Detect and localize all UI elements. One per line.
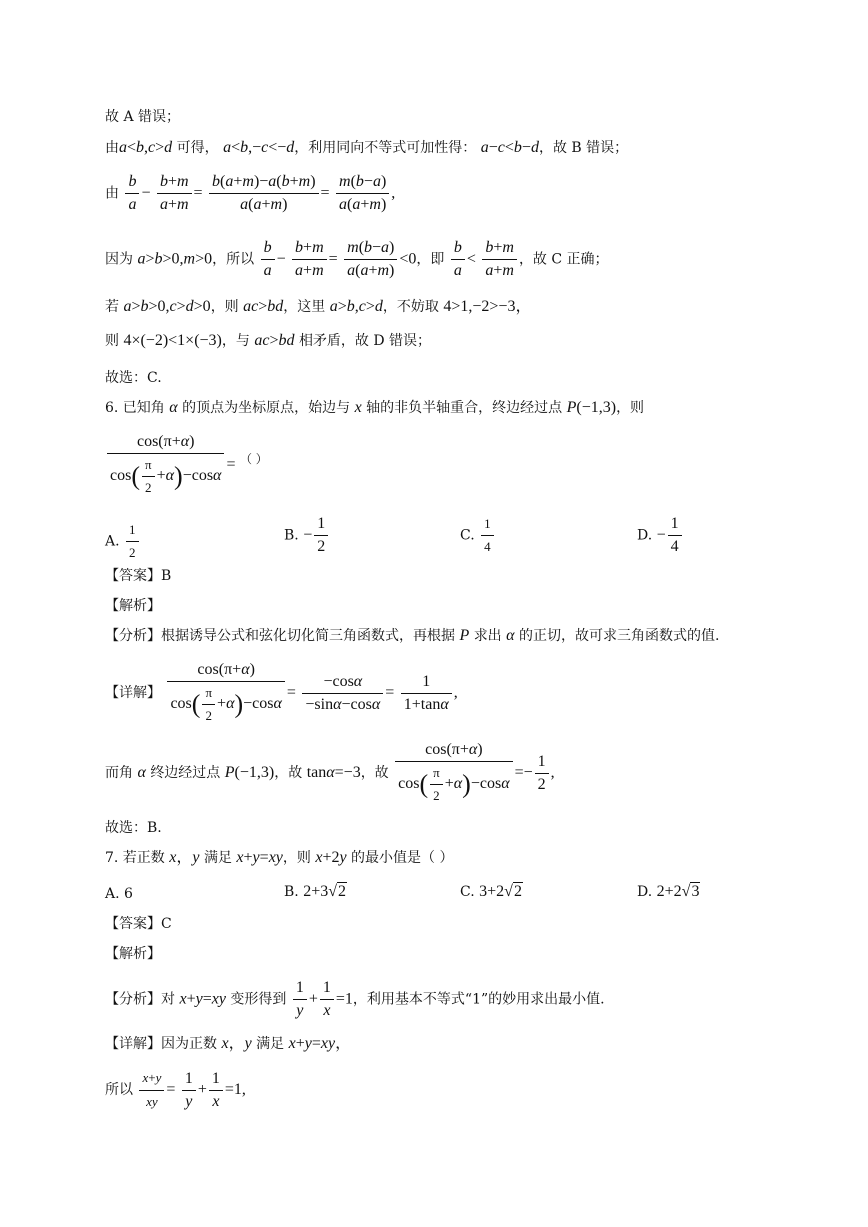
text-line: 由 $\frac{b}{a}$ − $\frac{b+m}{a+m}$ = $\frac{b(a+m)-a(b+m)}{a(a+m)}$ = $\frac{m(b-a)}{a(a+m)}$ , (105, 173, 396, 213)
question-6-stem: 6. 已知角 α 的顶点为坐标原点，始边与 x 轴的非负半轴重合，终边经过点 P(−1,3)，则 (105, 399, 645, 416)
text: ，则 (282, 850, 311, 866)
option-label: C. (460, 884, 475, 900)
option-label: D. (637, 527, 653, 544)
option-label: B. (284, 527, 299, 544)
analysis: 【分析】对 x+y=xy 变形得到 $\frac{1}{y}$ + $\frac{1}{x}$ =1，利用基本不等式“1”的妙用求出最小值. (105, 979, 605, 1019)
text: 轴的非负半轴重合，终边经过点 (366, 400, 563, 416)
analysis-tag (105, 944, 161, 964)
text: ，故 (274, 765, 303, 781)
text: ，所以 (212, 251, 255, 268)
text: 因为 (105, 251, 133, 268)
option-label: C. (460, 527, 475, 544)
text: （ ） (239, 452, 268, 466)
option-d: D. − $\frac{1}{4}$ (637, 514, 684, 557)
text: 满足 (203, 850, 232, 866)
option-d: D. 2+2√3 (637, 883, 700, 900)
text-line: 若 a>b>0,c>d>0，则 ac>bd，这里 a>b,c>d，不妨取 4>1,−2>−3， (105, 298, 532, 315)
text: ，故 B 错误； (538, 140, 629, 156)
text: 若 (105, 299, 119, 315)
text: 【解析】 (105, 946, 161, 962)
text: 满足 (256, 1036, 285, 1052)
text-line (105, 368, 162, 388)
text: ，则 (616, 400, 645, 416)
text-line: 因为 a>b>0,m>0，所以 $\frac{b}{a}$ − $\frac{b+m}{a+m}$ = $\frac{m(b-a)}{a(a+m)}$ <0，即 $\frac{b}{a}$ < $\frac{b+m}{a+m}$ ，故 C 正确； (105, 239, 609, 279)
answer (105, 566, 171, 586)
text-line: 则 4×(−2)<1×(−3)，与 ac>bd 相矛盾，故 D 错误； (105, 332, 432, 349)
text-line: 由a<b,c>d 可得， a<b,−c<−d，利用同向不等式可加性得： a−c<b−d，故 B 错误； (105, 139, 629, 156)
text: ，利用同向不等式可加性得： (294, 140, 477, 156)
option-a (105, 884, 133, 904)
text: 的正切，故可求三角函数式的值. (519, 628, 720, 644)
text-line (105, 107, 180, 127)
text: 终边经过点 (150, 765, 221, 781)
text: 6. 已知角 (105, 400, 165, 416)
text: 【答案】C (105, 916, 172, 932)
text: 【解析】 (105, 598, 161, 614)
option-b: B. − $\frac{1}{2}$ (284, 514, 330, 557)
option-c: C. 3+2√2 (460, 883, 522, 900)
option-c: C. $\frac{1}{4}$ (460, 514, 496, 557)
analysis: 【分析】根据诱导公式和弦化切化简三角函数式，再根据 P 求出 α 的正切，故可求三角函数式的值. (105, 627, 720, 644)
text: 由 (105, 185, 119, 202)
text: ，这里 (283, 299, 326, 315)
analysis-tag (105, 596, 161, 616)
detail: 【详解】因为正数 x，y 满足 x+y=xy， (105, 1035, 352, 1052)
math: a (119, 139, 127, 156)
text: ，故 C 正确； (518, 251, 609, 268)
text: 可得， (176, 140, 219, 156)
text: 则 (105, 333, 119, 349)
text: ，则 (210, 299, 239, 315)
text: ，与 (221, 333, 250, 349)
text: 由 (105, 140, 119, 156)
detail-line-2: 所以 $\frac{x+y}{xy}$ = $\frac{1}{y}$ + $\frac{1}{x}$ =1, (105, 1069, 246, 1110)
text: 相矛盾，故 D 错误； (298, 333, 432, 349)
option-label: A. (105, 533, 120, 550)
text: ，利用基本不等式“1”的妙用求出最小值. (352, 991, 605, 1008)
text: 【答案】B (105, 568, 172, 584)
option-b: B. 2+3√2 (284, 883, 347, 900)
option-label: A. 6 (105, 886, 133, 902)
text: 【分析】对 (105, 991, 175, 1008)
text: 故选：B. (105, 820, 162, 836)
text: 变形得到 (230, 991, 287, 1008)
option-label: B. (284, 884, 299, 900)
text: 故 A 错误； (105, 109, 181, 125)
text: 的最小值是（ ） (351, 850, 454, 866)
text: 【详解】 (105, 685, 161, 701)
text: 而角 (105, 765, 133, 781)
question-6-expression: cos(π+α) cos( $\frac{\pi}{2}$ +α)−cosα = （ ） (105, 432, 268, 498)
text: ，不妨取 (382, 299, 439, 315)
text: 故选：C. (105, 370, 162, 386)
option-label: D. (637, 884, 653, 900)
text: 7. 若正数 (105, 850, 165, 866)
detail-line-2: 而角 α 终边经过点 P(−1,3)，故 tanα=−3，故 cos(π+α) cos( $\frac{\pi}{2}$ +α)−cosα =− $\frac{1}{2}$ , (105, 741, 555, 803)
choose (105, 818, 162, 838)
text: 【详解】因为正数 (105, 1036, 217, 1052)
question-7-stem: 7. 若正数 x，y 满足 x+y=xy，则 x+2y 的最小值是（ ） (105, 849, 454, 866)
text: 求出 (473, 628, 502, 644)
text: ，故 (360, 765, 389, 781)
answer (105, 914, 172, 934)
detail: 【详解】 cos(π+α) cos( $\frac{\pi}{2}$ +α)−cosα = $\frac{-\cos\alpha}{-\sin\alpha-\cos\alpha}$ = $\frac{1}{1+\tan\alpha}$ , (105, 661, 458, 723)
text: 【分析】根据诱导公式和弦化切化简三角函数式，再根据 (105, 628, 455, 644)
text: ，即 (416, 251, 445, 268)
text: 的顶点为坐标原点，始边与 (182, 400, 351, 416)
text: 所以 (105, 1082, 133, 1098)
option-a: A. $\frac{1}{2}$ (105, 520, 141, 563)
